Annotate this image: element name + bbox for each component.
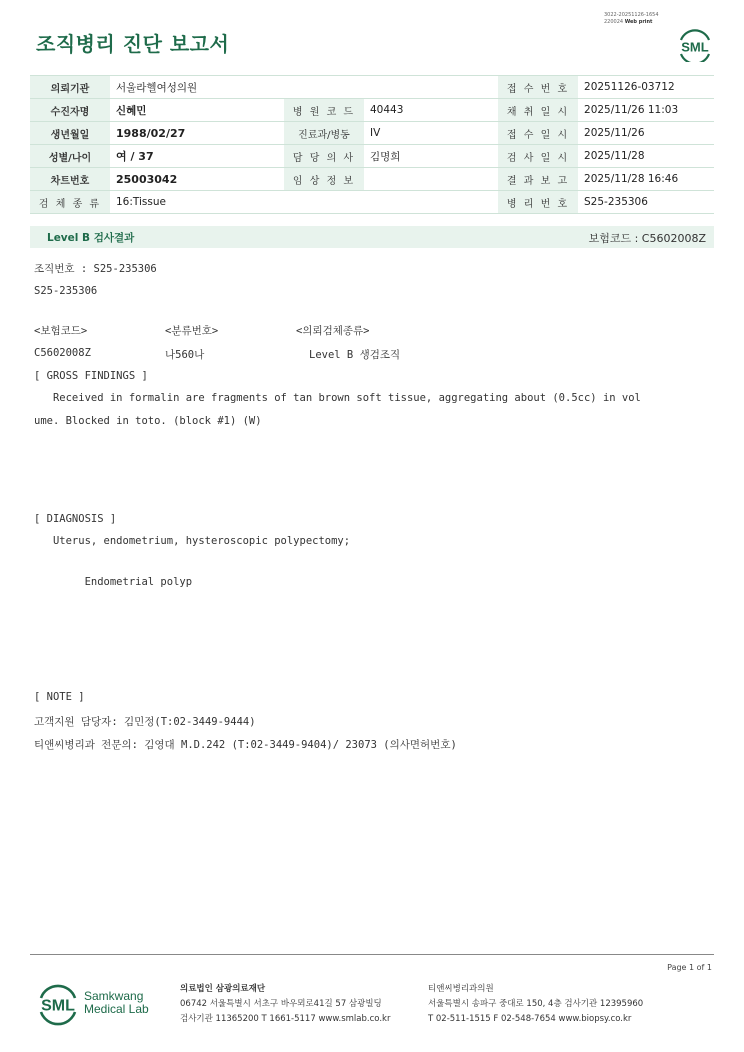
- samkwang-contact-line: 검사기관 11365200 T 1661-5117 www.smlab.co.kr: [180, 1014, 391, 1024]
- label-birth-date: 생년월일: [30, 122, 110, 145]
- insurance-code: 보험코드 : C5602008Z: [588, 232, 706, 245]
- value-clinical-info: [364, 168, 498, 191]
- label-physician: 담 당 의 사: [284, 145, 364, 168]
- footer-divider: [30, 954, 714, 955]
- table-row: [30, 191, 714, 214]
- value-specimen-type: 16:Tissue: [110, 191, 498, 214]
- print-code: [604, 12, 684, 26]
- page-title: 조직병리 진단 보고서: [36, 32, 230, 56]
- label-accession-no: 접 수 번 호: [498, 76, 578, 99]
- patient-info-table: [30, 75, 714, 214]
- value-collection-time: 2025/11/26 11:03: [578, 99, 714, 122]
- print-code-line2: 220024: [604, 19, 624, 25]
- gross-findings-text: Received in formalin are fragments of tan brown soft tissue, aggregating about (0.5cc) in vol: [34, 392, 641, 404]
- label-requesting-org: 의뢰기관: [30, 76, 110, 99]
- value-birth-date: 1988/02/27: [110, 122, 284, 145]
- value-sex-age: 여 / 37: [110, 145, 284, 168]
- header-specimen-type: <의뢰검체종류>: [296, 325, 370, 337]
- header-insurance-code: <보험코드>: [34, 325, 88, 337]
- table-row: [30, 122, 714, 145]
- tnc-address-line: 서울특별시 송파구 중대로 150, 4층 검사기관 12395960: [428, 999, 644, 1009]
- label-clinical-info: 임 상 정 보: [284, 168, 364, 191]
- brand-line1: Samkwang: [84, 989, 144, 1003]
- value-requesting-org: 서울라헬여성의원: [110, 76, 498, 99]
- tissue-number-line: 조직번호 : S25-235306: [34, 263, 157, 275]
- label-specimen-type: 검 체 종 류: [30, 191, 110, 214]
- label-pathology-no: 병 리 번 호: [498, 191, 578, 214]
- tissue-number: S25-235306: [34, 285, 98, 297]
- label-chart-no: 차트번호: [30, 168, 110, 191]
- value-accession-no: 20251126-03712: [578, 76, 714, 99]
- value-pathology-no: S25-235306: [578, 191, 714, 214]
- diagnosis-title: [ DIAGNOSIS ]: [34, 513, 117, 525]
- section-title: Level B 검사결과: [47, 232, 135, 244]
- value-hospital-code: 40443: [364, 99, 498, 122]
- value-insurance-code: C5602008Z: [34, 347, 91, 359]
- brand-line2: Medical Lab: [84, 1002, 149, 1016]
- value-report-time: 2025/11/28 16:46: [578, 168, 714, 191]
- samkwang-address-line: 06742 서울특별시 서초구 바우뫼로41길 57 삼광빌딩: [180, 999, 382, 1009]
- table-row: [30, 99, 714, 122]
- label-collection-time: 채 취 일 시: [498, 99, 578, 122]
- samkwang-address: [180, 982, 390, 1027]
- label-received-date: 접 수 일 시: [498, 122, 578, 145]
- label-test-date: 검 사 일 시: [498, 145, 578, 168]
- table-row: [30, 76, 714, 99]
- value-test-date: 2025/11/28: [578, 145, 714, 168]
- header-class-number: <분류번호>: [165, 325, 219, 337]
- value-specimen: Level B 생검조직: [309, 349, 401, 361]
- web-print-label: Web print: [624, 19, 653, 25]
- note-pathologist: 티앤씨병리과 전문의: 김영대 M.D.242 (T:02-3449-9404)/ 23073 (의사면허번호): [34, 739, 457, 751]
- logo-text: SML: [681, 39, 709, 55]
- label-patient-name: 수진자명: [30, 99, 110, 122]
- value-class-number: 나560나: [165, 349, 205, 361]
- tnc-address: [428, 982, 643, 1027]
- value-received-date: 2025/11/26: [578, 122, 714, 145]
- note-title: [ NOTE ]: [34, 691, 85, 703]
- gross-findings-title: [ GROSS FINDINGS ]: [34, 370, 148, 382]
- note-support-contact: 고객지원 담당자: 김민정(T:02-3449-9444): [34, 716, 256, 728]
- value-physician: 김명희: [364, 145, 498, 168]
- table-row: [30, 145, 714, 168]
- sml-logo-icon: [36, 980, 80, 1026]
- tnc-contact-line: T 02-511-1515 F 02-548-7654 www.biopsy.co.kr: [428, 1014, 632, 1024]
- tnc-name: 티앤씨병리과의원: [428, 984, 494, 994]
- label-hospital-code: 병 원 코 드: [284, 99, 364, 122]
- label-department: 진료과/병동: [284, 122, 364, 145]
- table-row: [30, 168, 714, 191]
- diagnosis-text: Uterus, endometrium, hysteroscopic polypectomy;: [34, 535, 351, 547]
- value-department: IV: [364, 122, 498, 145]
- label-sex-age: 성별/나이: [30, 145, 110, 168]
- page-number: Page 1 of 1: [667, 963, 712, 972]
- print-code-line1: 3022-20251126-1654: [604, 12, 659, 18]
- diagnosis-result: Endometrial polyp: [34, 576, 193, 588]
- logo-text: SML: [41, 997, 75, 1015]
- value-patient-name: 신혜민: [110, 99, 284, 122]
- sml-logo-icon: [676, 26, 714, 62]
- gross-findings-text: ume. Blocked in toto. (block #1) (W): [34, 415, 262, 427]
- label-report-time: 결 과 보 고: [498, 168, 578, 191]
- brand-name: [84, 990, 149, 1016]
- value-chart-no: 25003042: [110, 168, 284, 191]
- result-section-header: [30, 226, 714, 248]
- samkwang-name: 의료법인 삼광의료재단: [180, 984, 266, 994]
